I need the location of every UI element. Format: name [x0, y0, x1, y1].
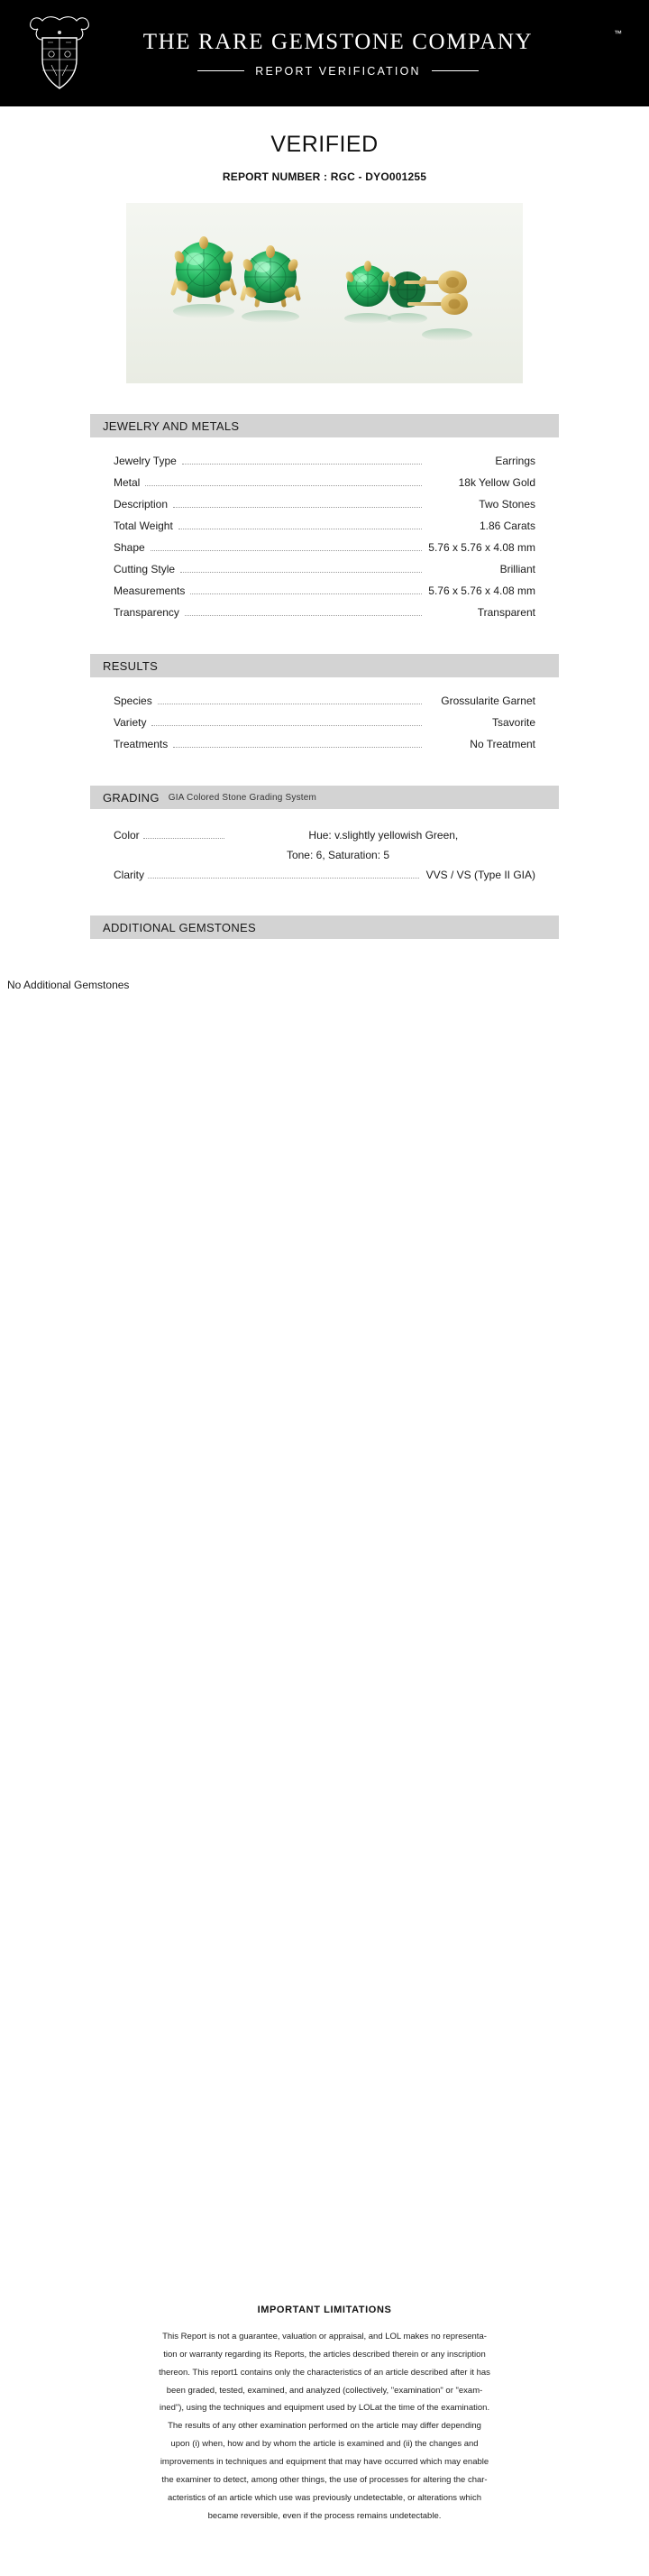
row-value: 1.86 Carats: [479, 520, 535, 532]
footer-line: ined"), using the techniques and equipment used by LOLat the time of the examination.: [159, 2403, 490, 2414]
results-rows: [90, 677, 559, 755]
section-subtitle: GIA Colored Stone Grading System: [168, 792, 317, 803]
row-value: Earrings: [495, 455, 535, 467]
footer-line: The results of any other examination performed on the article may differ depending: [168, 2421, 481, 2432]
row-label: Description: [114, 498, 169, 511]
dot-leader: [180, 572, 422, 573]
section-title: ADDITIONAL GEMSTONES: [103, 920, 256, 934]
row-value: 18k Yellow Gold: [458, 476, 535, 489]
brand-title: THE RARE GEMSTONE COMPANY: [142, 29, 534, 54]
row-label: Total Weight: [114, 520, 173, 532]
dot-leader: [143, 838, 224, 839]
row-label: Jewelry Type: [114, 455, 177, 467]
footer-line: acteristics of an article which use was previously undetectable, or alterations which: [168, 2493, 481, 2504]
section-header-grading: [90, 786, 559, 809]
row-label: Species: [114, 695, 152, 707]
row-value: Tsavorite: [491, 716, 535, 729]
dot-leader: [151, 725, 422, 726]
footer-line: tion or warranty regarding its Reports, the articles described therein or any inscription: [163, 2349, 486, 2360]
table-row: [114, 690, 535, 712]
section-header-results: [90, 654, 559, 677]
table-row: [114, 580, 535, 602]
table-row: [114, 493, 535, 515]
section-results: [90, 654, 559, 755]
row-label: Treatments: [114, 738, 169, 750]
clarity-value: VVS / VS (Type II GIA): [425, 869, 535, 881]
dot-leader: [173, 747, 422, 748]
section-header-additional-gemstones: [90, 915, 559, 939]
row-value: No Treatment: [470, 738, 535, 750]
color-hue-value: Hue: v.slightly yellowish Green,: [308, 829, 459, 842]
table-row: [114, 733, 535, 755]
section-grading: [90, 786, 559, 885]
divider-left: [197, 70, 244, 71]
table-row: [114, 558, 535, 580]
table-row: [114, 602, 535, 623]
footer-line: This Report is not a guarantee, valuation or appraisal, and LOL makes no representa-: [162, 2331, 487, 2341]
report-number: REPORT NUMBER : RGC - DYO001255: [222, 170, 427, 183]
row-label: Color: [114, 829, 140, 842]
grading-clarity-row: [114, 865, 535, 885]
dot-leader: [148, 878, 419, 879]
section-title: RESULTS: [103, 658, 159, 673]
footer-line: been graded, tested, examined, and analyzed (collectively, "examination" or "exam-: [166, 2385, 483, 2396]
table-row: [114, 472, 535, 493]
footer-title: IMPORTANT LIMITATIONS: [257, 2304, 392, 2315]
row-label: Shape: [114, 541, 145, 554]
additional-gemstones-note: No Additional Gemstones: [7, 979, 130, 991]
footer-line: improvements in techniques and equipment that may have occurred which may enable: [160, 2457, 489, 2468]
grading-color-row: [114, 825, 535, 845]
dot-leader: [151, 550, 422, 551]
row-label: Variety: [114, 716, 147, 729]
row-value: 5.76 x 5.76 x 4.08 mm: [428, 584, 535, 597]
row-value: Two Stones: [479, 498, 535, 511]
footer-limitations: [0, 2305, 649, 2525]
row-value: Transparent: [477, 606, 535, 619]
verification-block: [0, 106, 649, 183]
footer-body: [99, 2328, 550, 2525]
row-value: 5.76 x 5.76 x 4.08 mm: [428, 541, 535, 554]
footer-line: thereon. This report1 contains only the characteristics of an article described after it has: [159, 2367, 490, 2378]
section-title: GRADING: [103, 790, 160, 805]
table-row: [114, 450, 535, 472]
grading-rows: [90, 809, 559, 885]
section-title: JEWELRY AND METALS: [103, 419, 240, 433]
brand-subtitle: REPORT VERIFICATION: [255, 64, 421, 78]
table-row: [114, 515, 535, 537]
row-label: Clarity: [114, 869, 145, 881]
footer-line: upon (i) when, how and by whom the article is examined and (ii) the changes and: [170, 2439, 479, 2450]
divider-right: [432, 70, 479, 71]
footer-line: the examiner to detect, among other things, the use of processes for altering the char-: [161, 2475, 488, 2486]
row-label: Measurements: [114, 584, 186, 597]
row-label: Transparency: [114, 606, 179, 619]
masthead-text: [106, 30, 570, 78]
trademark-symbol: ™: [614, 29, 622, 38]
footer-line: became reversible, even if the process remains undetectable.: [207, 2511, 442, 2522]
row-label: Cutting Style: [114, 563, 176, 575]
masthead: [0, 0, 649, 106]
color-tone-saturation-value: Tone: 6, Saturation: 5: [286, 849, 390, 861]
jewelry-photo: [126, 203, 523, 383]
heraldic-crest-icon: [25, 12, 94, 95]
dot-leader: [182, 464, 422, 465]
table-row: [114, 712, 535, 733]
dot-leader: [185, 615, 422, 616]
row-value: Grossularite Garnet: [441, 695, 535, 707]
verified-status: VERIFIED: [270, 132, 379, 157]
section-jewelry-and-metals: [90, 414, 559, 623]
table-row: [114, 537, 535, 558]
row-label: Metal: [114, 476, 141, 489]
row-value: Brilliant: [499, 563, 535, 575]
section-additional-gemstones: [90, 915, 559, 939]
jewelry-rows: [90, 437, 559, 623]
dot-leader: [190, 593, 422, 594]
dot-leader: [145, 485, 422, 486]
section-header-jewelry-and-metals: [90, 414, 559, 437]
dot-leader: [173, 507, 422, 508]
